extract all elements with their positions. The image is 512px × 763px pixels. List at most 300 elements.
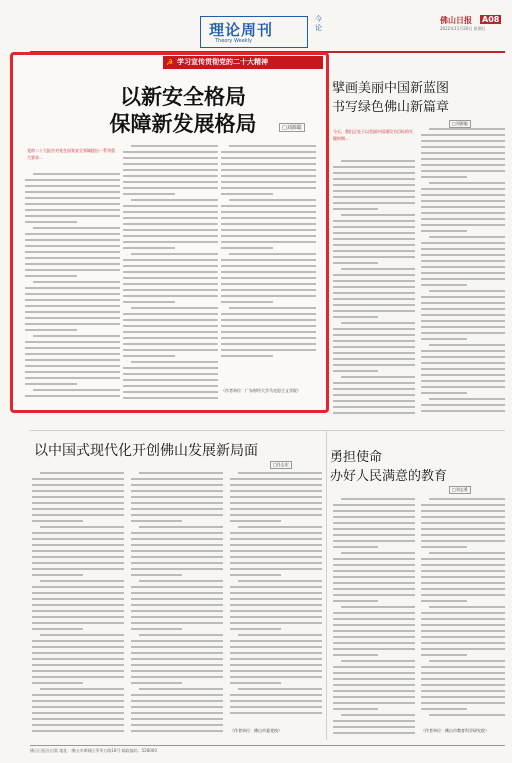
text-line [123,247,175,249]
text-line [421,516,505,518]
text-line [25,365,120,367]
text-line [421,534,505,536]
text-line [429,182,505,184]
text-line [32,484,124,486]
text-line [333,256,415,258]
text-line [421,140,505,142]
text-line [32,532,124,534]
right-title-line-2: 书写绿色佛山新篇章 [332,100,450,115]
text-line [131,520,182,522]
text-line [230,490,322,492]
text-line [123,157,218,159]
text-line [25,287,120,289]
text-line [123,301,175,303]
text-line [421,386,505,388]
text-line [32,718,124,720]
text-line [238,526,322,528]
text-line [421,540,505,542]
text-line [32,562,124,564]
right-bottom-author-note: （作者单位：佛山市教育科学研究院） [421,728,489,733]
text-line [32,556,124,558]
text-line [333,238,415,240]
text-line [333,292,415,294]
text-line [429,498,505,500]
text-line [421,254,505,256]
right-title-line-1: 擘画美丽中国新蓝图 [332,81,450,96]
text-line [25,293,120,295]
text-line [123,283,218,285]
right-bottom-article-author: □刘志勇 [449,486,471,494]
text-line [333,630,415,632]
text-line [123,229,218,231]
text-line [421,134,505,136]
text-line [32,574,83,576]
text-line [421,546,467,548]
text-column [131,472,223,737]
middle-article-author: □任志宏 [270,461,292,469]
text-line [32,604,124,606]
page-number: A08 [482,15,500,24]
text-line [131,724,223,726]
text-line [421,158,505,160]
text-line [131,616,223,618]
text-line [33,389,120,391]
text-line [230,592,322,594]
text-line [221,157,316,159]
text-line [131,532,223,534]
text-line [230,550,322,552]
text-line [32,610,124,612]
text-line [221,217,316,219]
text-line [131,622,223,624]
text-line [230,586,322,588]
text-line [421,624,505,626]
text-line [333,244,415,246]
text-line [230,628,281,630]
text-line [221,283,316,285]
text-line [123,151,218,153]
text-line [333,516,415,518]
text-line [341,498,415,500]
text-line [25,371,120,373]
text-line [32,628,83,630]
text-line [333,388,415,390]
text-line [230,508,322,510]
text-line [131,598,223,600]
right-bottom-title-line-1: 勇担使命 [330,450,383,465]
text-line [40,472,124,474]
text-line [131,676,223,678]
text-line [131,568,223,570]
text-line [421,218,505,220]
text-line [333,412,415,414]
text-line [131,307,218,309]
text-line [333,540,415,542]
text-line [25,377,120,379]
text-line [123,325,218,327]
text-line [429,552,505,554]
text-line [221,325,316,327]
text-line [421,618,505,620]
text-line [221,295,316,297]
text-line [421,314,505,316]
text-line [230,538,322,540]
text-line [421,266,505,268]
text-line [421,242,505,244]
text-line [333,352,415,354]
text-line [123,235,218,237]
middle-article-title[interactable]: 以中国式现代化开创佛山发展新局面 [34,443,258,459]
text-line [131,604,223,606]
page-footer: 佛山日报社出版 地址：佛山市禅城区季华五路18号 邮政编码：528000 [30,745,505,754]
text-line [139,472,223,474]
text-line [229,145,316,147]
text-line [221,175,316,177]
text-line [123,385,218,387]
text-line [333,504,415,506]
text-line [139,688,223,690]
text-line [421,630,505,632]
text-line [123,277,218,279]
text-line [429,398,505,400]
text-line [123,295,218,297]
text-line [131,550,223,552]
text-line [421,248,505,250]
text-line [230,706,322,708]
text-line [238,634,322,636]
author-note: （作者单位：广东财经大学马克思主义学院） [221,388,301,393]
text-line [40,688,124,690]
text-line [32,520,83,522]
text-line [333,654,378,656]
text-line [123,211,218,213]
text-line [421,296,505,298]
text-line [25,263,120,265]
text-line [421,356,505,358]
text-line [123,271,218,273]
text-line [333,208,378,210]
text-line [32,616,124,618]
text-line [333,316,378,318]
text-line [421,164,505,166]
text-line [421,200,505,202]
text-line [131,361,218,363]
text-line [131,562,223,564]
text-line [421,690,505,692]
text-line [221,241,316,243]
text-line [33,173,120,175]
text-line [421,284,467,286]
text-line [333,328,415,330]
text-line [333,576,415,578]
text-line [221,211,316,213]
text-line [229,199,316,201]
text-line [32,676,124,678]
text-line [421,702,505,704]
text-line [230,532,322,534]
text-line [333,178,415,180]
text-line [131,670,223,672]
text-line [123,343,218,345]
text-line [25,221,77,223]
text-line [333,510,415,512]
text-line [230,598,322,600]
text-line [333,612,415,614]
text-line [32,478,124,480]
text-line [131,574,182,576]
article-author: □刘源聪 [279,123,305,132]
vertical-label: 今论 [315,15,322,32]
text-line [333,684,415,686]
text-line [131,664,223,666]
text-line [421,594,505,596]
text-line [333,298,415,300]
text-line [230,616,322,618]
text-line [333,702,415,704]
text-line [333,528,415,530]
text-line [421,410,505,412]
text-line [123,163,218,165]
text-line [333,310,415,312]
text-line [333,672,415,674]
text-line [333,618,415,620]
text-line [221,301,273,303]
text-line [32,586,124,588]
text-line [421,522,505,524]
text-line [333,370,378,372]
text-line [230,502,322,504]
text-line [333,522,415,524]
text-line [25,209,120,211]
text-line [421,176,467,178]
text-line [333,636,415,638]
text-line [123,379,218,381]
text-line [123,397,218,399]
text-line [123,193,175,195]
right-bottom-title-line-2: 办好人民满意的教育 [330,469,448,484]
text-line [123,373,218,375]
text-line [230,514,322,516]
text-line [341,268,415,270]
article-lead: 党的二十大报告对党在国家安全领域提出一系列重大要求... [27,148,115,160]
text-line [333,196,415,198]
text-line [131,538,223,540]
text-line [32,544,124,546]
text-line [123,289,218,291]
text-line [131,508,223,510]
text-line [32,598,124,600]
text-line [333,334,415,336]
text-line [421,588,505,590]
text-line [131,556,223,558]
text-line [25,191,120,193]
text-line [421,672,505,674]
text-line [333,690,415,692]
text-line [221,319,316,321]
text-line [421,368,505,370]
featured-article[interactable] [10,52,329,413]
text-line [131,718,223,720]
text-line [221,247,273,249]
text-line [131,592,223,594]
section-title: 理论周刊 [209,21,274,39]
text-line [333,304,415,306]
banner-label: 学习宣传贯彻党的二十大精神 [177,58,268,66]
text-line [25,323,120,325]
text-line [230,610,322,612]
text-line [25,233,120,235]
text-line [123,175,218,177]
text-line [230,622,322,624]
text-line [341,214,415,216]
text-line [123,217,218,219]
text-line [25,359,120,361]
text-line [221,277,316,279]
right-bottom-article-title[interactable] [330,448,447,486]
text-line [131,652,223,654]
text-line [333,406,415,408]
text-line [333,726,415,728]
text-line [421,678,505,680]
text-line [341,376,415,378]
text-line [32,502,124,504]
text-line [221,223,316,225]
text-line [123,313,218,315]
text-column [333,498,415,738]
text-line [421,576,505,578]
text-line [25,353,120,355]
text-line [333,546,378,548]
text-line [333,588,415,590]
date-line: 2022年11月20日 星期日 [440,26,486,31]
text-line [230,496,322,498]
text-line [333,280,415,282]
text-line [131,478,223,480]
text-line [25,341,120,343]
text-line [230,646,322,648]
text-line [341,322,415,324]
text-line [131,628,182,630]
text-line [32,670,124,672]
text-line [25,269,120,271]
text-line [421,404,505,406]
text-line [33,281,120,283]
text-line [25,347,120,349]
middle-author-note: （作者单位：佛山市委党校） [230,728,282,733]
text-line [131,544,223,546]
text-line [32,490,124,492]
text-line [421,338,467,340]
text-line [421,612,505,614]
text-line [421,582,505,584]
title-line-1: 以新安全格局 [120,84,246,109]
text-line [33,227,120,229]
section-title-box [200,16,308,48]
text-line [131,640,223,642]
text-column [421,498,505,723]
text-line [341,714,415,716]
text-line [421,636,505,638]
text-line [333,166,415,168]
text-column [333,160,415,420]
text-line [421,504,505,506]
text-line [333,708,378,710]
text-line [230,682,281,684]
text-line [333,582,415,584]
text-line [221,355,273,357]
text-line [421,654,467,656]
text-line [32,706,124,708]
text-column [25,173,120,403]
text-line [333,274,415,276]
text-line [333,570,415,572]
right-article-title[interactable] [332,79,449,117]
text-line [333,262,378,264]
text-line [230,670,322,672]
text-line [333,358,415,360]
text-line [421,708,467,710]
text-line [421,194,505,196]
text-line [230,556,322,558]
text-line [32,640,124,642]
text-line [421,380,505,382]
text-line [429,344,505,346]
text-line [25,257,120,259]
text-line [421,642,505,644]
text-line [421,600,467,602]
text-line [131,145,218,147]
text-line [32,694,124,696]
text-line [25,329,77,331]
text-line [25,383,77,385]
text-line [25,311,120,313]
text-line [230,658,322,660]
text-line [421,564,505,566]
text-line [25,245,120,247]
masthead [30,13,505,53]
text-line [230,604,322,606]
text-line [221,151,316,153]
text-line [221,163,316,165]
text-line [123,337,218,339]
text-line [429,290,505,292]
text-line [25,317,120,319]
column-divider [326,430,327,740]
text-line [429,128,505,130]
text-line [25,299,120,301]
text-line [230,664,322,666]
text-column [230,472,322,722]
text-line [32,550,124,552]
text-line [421,206,505,208]
text-line [25,251,120,253]
text-line [32,730,124,732]
text-line [230,484,322,486]
text-line [131,514,223,516]
text-line [333,190,415,192]
section-subtitle: Theory Weekly [215,38,253,44]
text-line [25,197,120,199]
text-line [32,592,124,594]
text-line [333,286,415,288]
title-line-2: 保障新发展格局 [109,111,257,136]
text-line [421,188,505,190]
text-line [123,349,218,351]
text-line [429,236,505,238]
text-line [123,331,218,333]
text-line [40,634,124,636]
text-line [131,199,218,201]
